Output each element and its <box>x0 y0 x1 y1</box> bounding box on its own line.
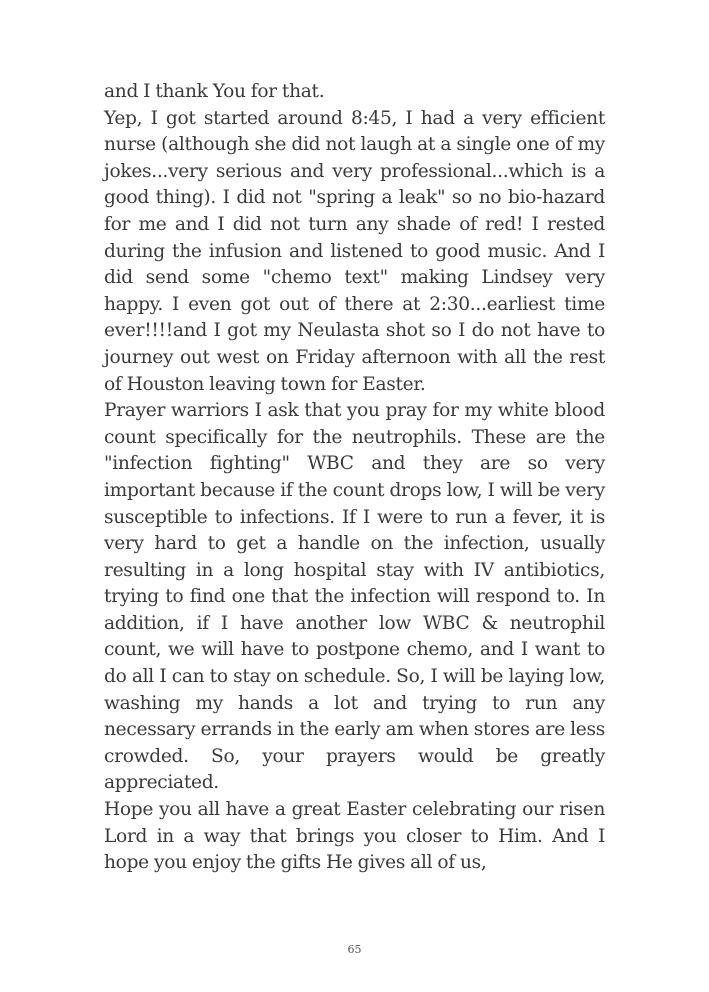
paragraph-2: Yep, I got started around 8:45, I had a very efficient nurse (although she did not laugh at a single one of my jokes...very serious and very professional...which is a good thing). I did not "spring a leak" so no bio-hazard for me and I did not turn any shade of red! I rested during the infusion and listened to good music. And I did send some "chemo text" making Lindsey very happy. I even got out of there at 2:30...earliest time ever!!!!and I got my Neulasta shot so I do not have to journey out west on Friday afternoon with all the rest of Houston leaving town for Easter. <box>104 107 605 395</box>
paragraph-1: and I thank You for that. <box>104 81 325 102</box>
page-number: 65 <box>347 943 362 956</box>
body-text <box>104 79 605 877</box>
paragraph-3: Prayer warriors I ask that you pray for my white blood count specifically for the neutrophils. These are the "infection fighting" WBC and they are so very important because if the count drops low, I will be very susceptible to infections. If I were to run a fever, it is very hard to get a handle on the infection, usually resulting in a long hospital stay with IV antibiotics, trying to find one that the infection will respond to. In addition, if I have another low WBC & neutrophil count, we will have to postpone chemo, and I want to do all I can to stay on schedule. So, I will be laying low, washing my hands a lot and trying to run any necessary errands in the early am when stores are less crowded. So, your prayers would be greatly appreciated. <box>104 400 605 794</box>
paragraph-4: Hope you all have a great Easter celebrating our risen Lord in a way that brings you closer to Him. And I hope you enjoy the gifts He gives all of us, <box>104 799 605 874</box>
